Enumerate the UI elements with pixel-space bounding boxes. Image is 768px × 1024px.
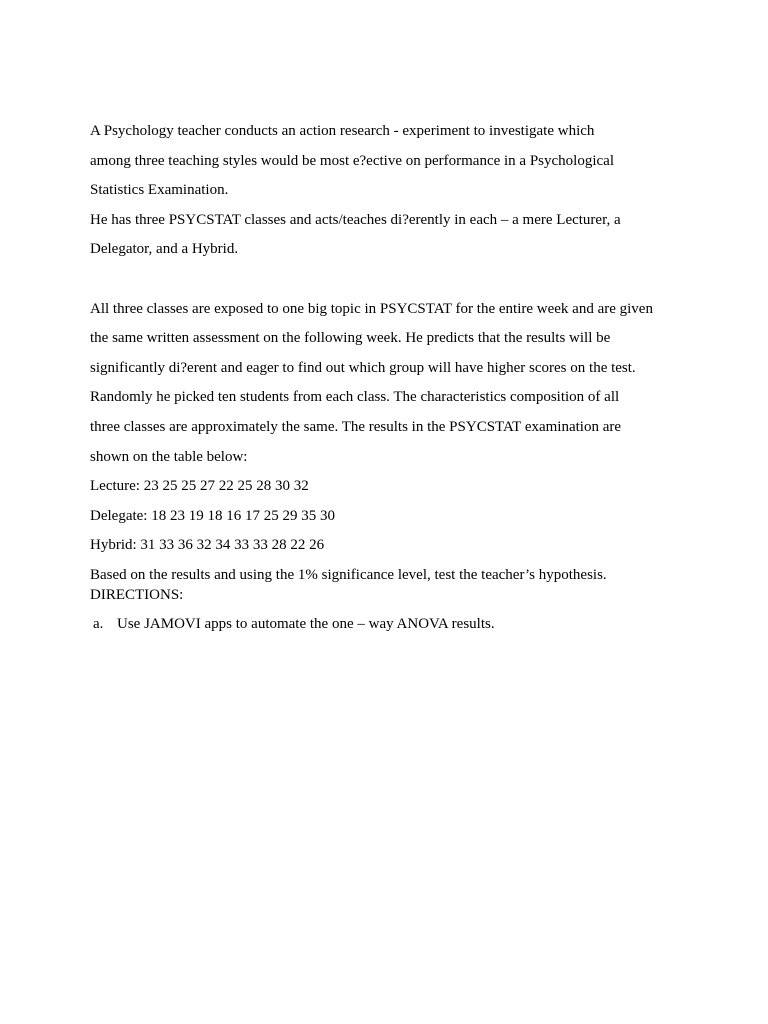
text-line: Delegator, and a Hybrid. [90, 241, 239, 258]
directions-heading: DIRECTIONS: [90, 586, 184, 603]
text-line: A Psychology teacher conducts an action research - experiment to investigate which [90, 123, 595, 139]
hybrid-scores: Hybrid: 31 33 36 32 34 33 33 28 22 26 [90, 537, 325, 554]
text-line: He has three PSYCSTAT classes and acts/teaches di?erently in each – a mere Lecturer, a [90, 211, 621, 228]
direction-text: Use JAMOVI apps to automate the one – way ANOVA results. [117, 616, 495, 633]
intro-paragraph [90, 120, 670, 268]
text-line: All three classes are exposed to one big topic in PSYCSTAT for the entire week and are given [90, 300, 653, 317]
text-line: significantly di?erent and eager to find out which group will have higher scores on the test. [90, 359, 636, 376]
text-line: the same written assessment on the following week. He predicts that the results will be [90, 330, 611, 347]
delegate-scores: Delegate: 18 23 19 18 16 17 25 29 35 30 [90, 507, 335, 524]
list-marker: a. [93, 616, 104, 633]
hypothesis-line: Based on the results and using the 1% significance level, test the teacher’s hypothesis. [90, 566, 607, 583]
text-line: shown on the table below: [90, 448, 248, 465]
score-data [90, 475, 670, 564]
lecture-scores: Lecture: 23 25 25 27 22 25 28 30 32 [90, 478, 309, 495]
text-line: Randomly he picked ten students from each class. The characteristics composition of all [90, 389, 620, 406]
method-paragraph [90, 298, 670, 476]
paragraph-spacer [90, 268, 670, 298]
text-line: Statistics Examination. [90, 182, 229, 199]
document-page [90, 120, 670, 635]
text-line: among three teaching styles would be most e?ective on performance in a Psychological [90, 152, 614, 169]
direction-item-a [90, 613, 670, 635]
text-line: three classes are approximately the same. The results in the PSYCSTAT examination are [90, 418, 622, 435]
